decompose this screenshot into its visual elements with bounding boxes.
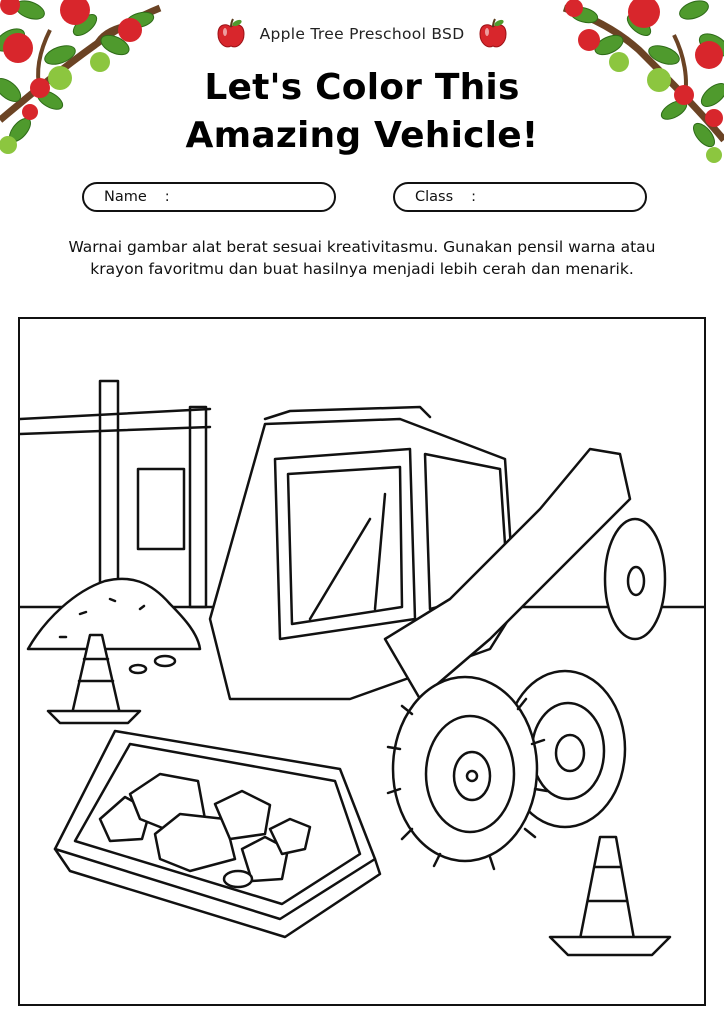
apple-icon <box>216 18 246 50</box>
class-colon: : <box>471 189 477 205</box>
page-title <box>0 64 724 160</box>
instructions <box>30 236 694 280</box>
name-field[interactable] <box>82 182 336 212</box>
title-line-2: Amazing Vehicle! <box>185 115 539 156</box>
skid-steer-loader-illustration <box>20 319 704 1004</box>
school-name: Apple Tree Preschool BSD <box>259 25 465 43</box>
class-field[interactable] <box>393 182 647 212</box>
school-header <box>0 18 724 50</box>
coloring-area <box>18 317 706 1006</box>
title-line-1: Let's Color This <box>204 67 520 108</box>
instructions-line-2: krayon favoritmu dan buat hasilnya menjadi lebih cerah dan menarik. <box>90 260 634 278</box>
apple-icon <box>478 18 508 50</box>
instructions-line-1: Warnai gambar alat berat sesuai kreativitasmu. Gunakan pensil warna atau <box>68 238 656 256</box>
name-colon: : <box>164 189 170 205</box>
class-label: Class <box>415 189 454 205</box>
name-label: Name <box>104 189 147 205</box>
